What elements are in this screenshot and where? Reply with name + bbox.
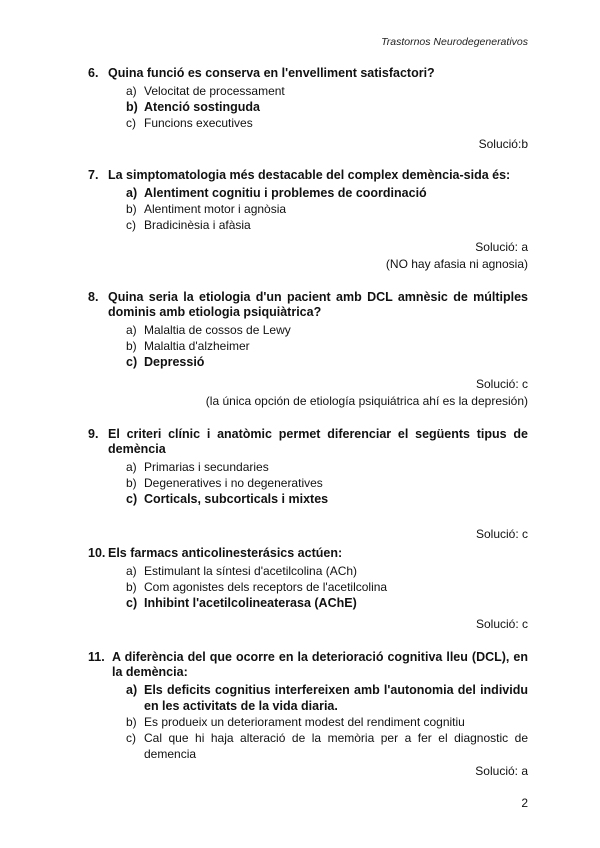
option-list — [126, 83, 528, 131]
option-a — [126, 83, 528, 99]
option-text: Inhibint l'acetilcolineaterasa (AChE) — [144, 596, 357, 610]
question-number: 10. — [88, 546, 106, 560]
page-number: 2 — [521, 796, 528, 810]
solution-note: (NO hay afasia ni agnosia) — [385, 257, 528, 271]
option-list — [126, 682, 528, 762]
option-letter: c) — [126, 218, 136, 232]
option-text: Alentiment cognitiu i problemes de coordinació — [144, 186, 427, 200]
option-b — [126, 714, 528, 730]
option-text: Depressió — [144, 355, 205, 369]
option-text: Degeneratives i no degeneratives — [144, 476, 323, 490]
option-list — [126, 459, 528, 507]
question-number: 7. — [88, 168, 99, 182]
option-text: Cal que hi haja alteració de la memòria per a fer el diagnostic de demencia — [144, 731, 528, 761]
option-c-correct — [126, 595, 528, 611]
question-7 — [88, 168, 528, 272]
question-text: Els farmacs anticolinesterásics actúen: — [108, 546, 343, 560]
option-letter: b) — [126, 100, 138, 114]
option-list — [126, 563, 528, 611]
option-text: Malaltia de cossos de Lewy — [144, 323, 291, 337]
question-number: 8. — [88, 290, 99, 304]
option-letter: a) — [126, 460, 137, 474]
question-6 — [88, 66, 528, 152]
option-text: Malaltia d'alzheimer — [144, 339, 250, 353]
question-number: 6. — [88, 66, 99, 80]
option-text: Els deficits cognitius interfereixen amb l'autonomia del individu en les activitats de la vida diaria. — [144, 683, 528, 713]
option-text: Funcions executives — [144, 116, 253, 130]
solution-note: (la única opción de etiología psiquiátrica ahí es la depresión) — [205, 394, 528, 408]
option-text: Primarias i secundaries — [144, 460, 269, 474]
option-letter: c) — [126, 596, 138, 610]
option-b-correct — [126, 99, 528, 115]
option-letter: c) — [126, 116, 136, 130]
question-text: A diferència del que ocorre en la deterioració cognitiva lleu (DCL), en la demència: — [112, 650, 528, 679]
solution: Solució: c — [475, 377, 528, 391]
option-a — [126, 563, 528, 579]
option-b — [126, 201, 528, 217]
option-letter: a) — [126, 564, 137, 578]
question-stem — [88, 290, 528, 320]
option-text: Bradicinèsia i afàsia — [144, 218, 251, 232]
question-11 — [88, 650, 528, 779]
question-number: 9. — [88, 427, 99, 441]
option-a — [126, 322, 528, 338]
option-text: Es produeix un deteriorament modest del rendiment cognitiu — [144, 715, 465, 729]
question-list — [88, 66, 528, 779]
question-10 — [88, 546, 528, 632]
option-letter: c) — [126, 355, 138, 369]
option-a — [126, 459, 528, 475]
solution: Solució:b — [478, 137, 528, 151]
question-8 — [88, 290, 528, 409]
solution: Solució: c — [475, 617, 528, 631]
option-letter: a) — [126, 186, 138, 200]
option-letter: c) — [126, 731, 136, 745]
option-letter: a) — [126, 84, 137, 98]
option-c — [126, 115, 528, 131]
option-text: Com agonistes dels receptors de l'acetilcolina — [144, 580, 388, 594]
option-list — [126, 322, 528, 370]
option-c-correct — [126, 491, 528, 507]
question-stem — [88, 546, 528, 561]
option-letter: b) — [126, 476, 137, 490]
running-header: Trastornos Neurodegenerativos — [381, 36, 528, 48]
question-stem — [88, 427, 528, 457]
question-text: Quina funció es conserva en l'envelliment satisfactori? — [108, 66, 435, 80]
option-c — [126, 217, 528, 233]
question-stem — [88, 66, 528, 81]
solution: Solució: c — [475, 527, 528, 541]
option-text: Alentiment motor i agnòsia — [144, 202, 287, 216]
option-letter: b) — [126, 715, 137, 729]
question-text: La simptomatologia més destacable del complex demència-sida és: — [108, 168, 511, 182]
option-list — [126, 185, 528, 233]
option-a-correct — [126, 682, 528, 714]
question-text: El criteri clínic i anatòmic permet diferenciar el següents tipus de demència — [108, 427, 528, 456]
option-b — [126, 475, 528, 491]
question-text: Quina seria la etiologia d'un pacient amb DCL amnèsic de múltiples dominis amb etiologia psiquiàtrica? — [108, 290, 528, 319]
question-stem — [88, 168, 528, 183]
option-b — [126, 579, 528, 595]
solution: Solució: a — [475, 240, 528, 254]
question-9 — [88, 427, 528, 542]
option-letter: a) — [126, 323, 137, 337]
option-text: Velocitat de processament — [144, 84, 285, 98]
option-c-correct — [126, 354, 528, 370]
option-text: Corticals, subcorticals i mixtes — [144, 492, 329, 506]
option-text: Estimulant la síntesi d'acetilcolina (ACh) — [144, 564, 358, 578]
option-letter: b) — [126, 580, 137, 594]
option-c — [126, 730, 528, 762]
option-b — [126, 338, 528, 354]
solution: Solució: a — [475, 764, 528, 778]
question-number: 11. — [88, 650, 105, 664]
option-letter: c) — [126, 492, 138, 506]
option-letter: b) — [126, 339, 137, 353]
option-letter: a) — [126, 683, 138, 697]
option-text: Atenció sostinguda — [144, 100, 260, 114]
option-a-correct — [126, 185, 528, 201]
option-letter: b) — [126, 202, 137, 216]
question-stem — [88, 650, 528, 680]
